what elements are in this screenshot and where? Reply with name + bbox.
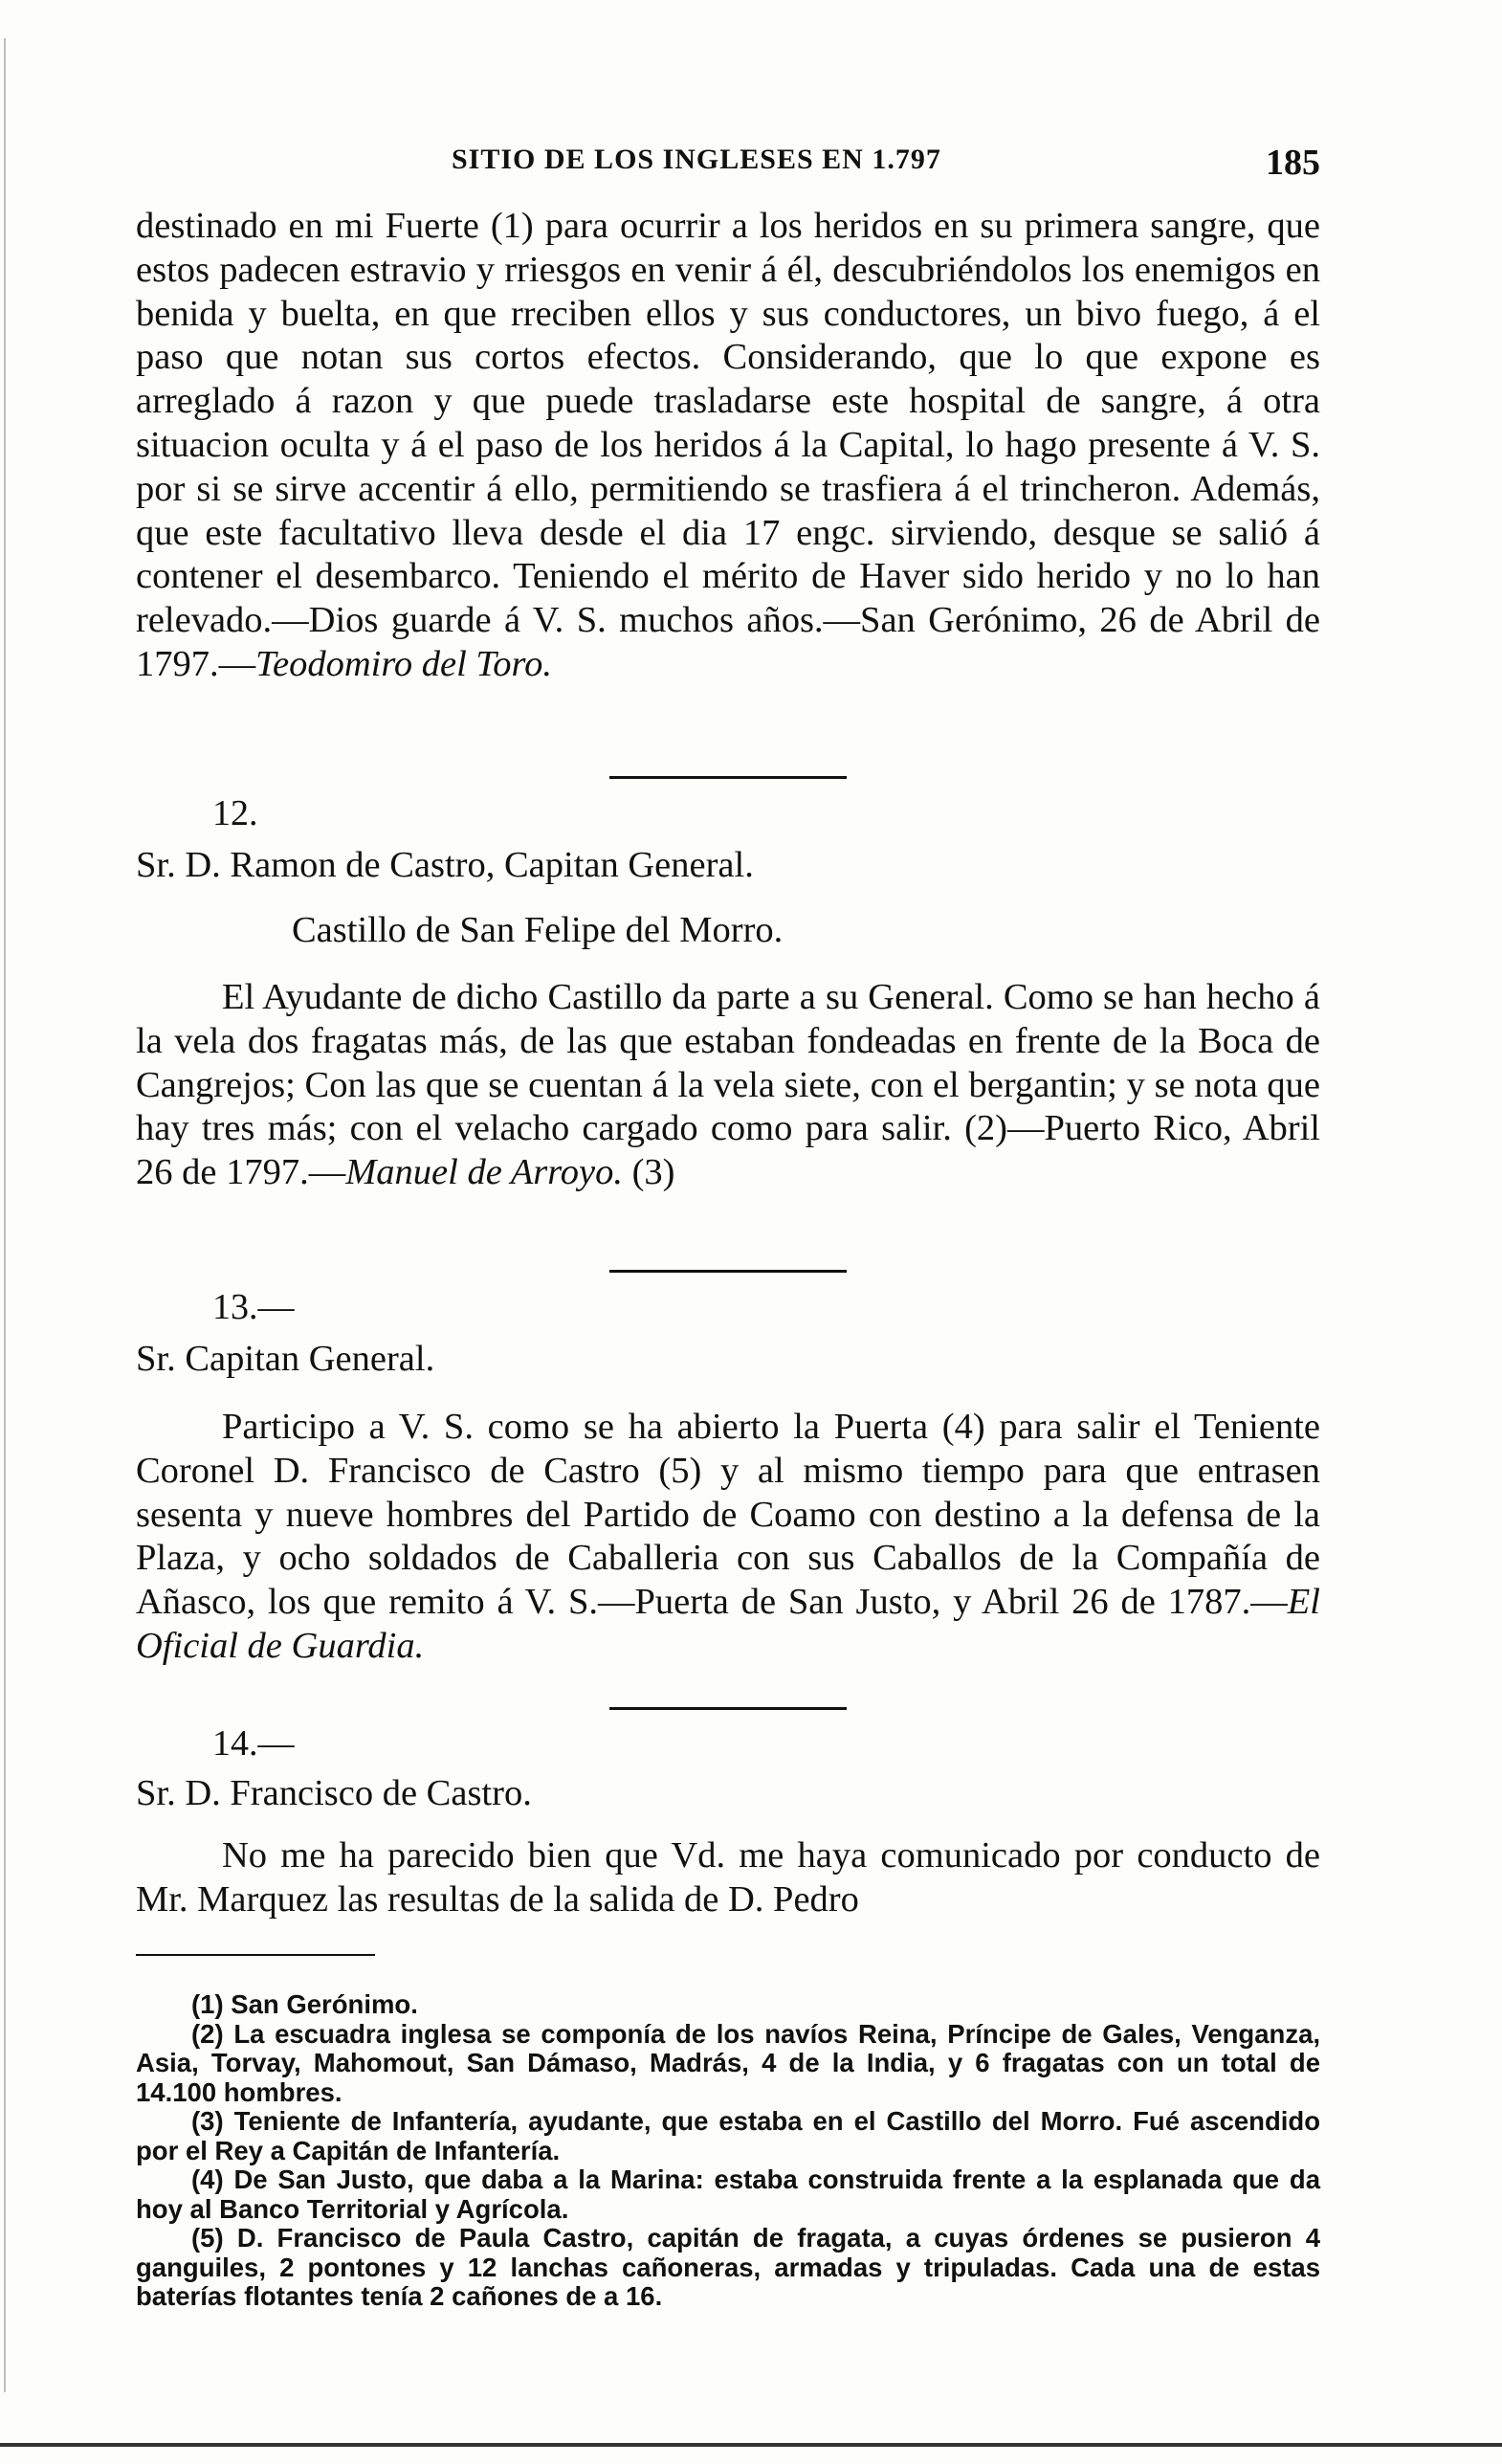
footnote-text: San Gerónimo. [231, 1989, 418, 2019]
footnote-mark: (4) [191, 2164, 224, 2194]
document-number: 13.— [212, 1287, 295, 1327]
section-divider [609, 1270, 847, 1273]
letter-text: Participo a V. S. como se ha abierto la Puerta (4) para salir el Teniente Coronel D. Francisco de Castro (5) y al mismo tiempo para que entrasen sesenta y nueve hombres del Partido de Coamo con destino a la defensa de la Plaza, y ocho soldados de Caballeria con sus Caballos de la Compañía de Añasco, los que remito á V. S.—Puerta de San Justo, y Abril 26 de 1787.— [136, 1407, 1320, 1623]
addressee: Sr. D. Ramon de Castro, Capitan General. [136, 845, 754, 885]
footnote-text: De San Justo, que daba a la Marina: estaba construida frente a la esplanada que da hoy al Banco Territorial y Agrícola. [136, 2164, 1321, 2224]
section-divider [609, 776, 847, 779]
letter-12-body [136, 976, 1320, 1195]
letter-13-body [136, 1406, 1320, 1669]
place-heading: Castillo de San Felipe del Morro. [292, 910, 784, 950]
page-bottom-edge [0, 2443, 1502, 2447]
letter-paragraph [136, 1406, 1320, 1669]
letter-text: El Ayudante de dicho Castillo da parte a su General. Como se han hecho á la vela dos fragatas más, de las que estaban fondeadas en frente de la Boca de Cangrejos; Con las que se cuentan á la vela siete, con el bergantin; y se nota que hay tres más; con el velacho cargado como para salir. (2)—Puerto Rico, Abril 26 de 1797.— [136, 977, 1320, 1193]
footnote [136, 2165, 1320, 2224]
footnote-separator [136, 1954, 375, 1956]
signature: El Oficial de Guardia. [136, 1582, 1320, 1666]
footnote-text: La escuadra inglesa se componía de los navíos Reina, Príncipe de Gales, Venganza, Asia, Torvay, Mahomout, San Dámaso, Madrás, 4 de la India, y 6 fragatas con un total de 14.100 hombres. [136, 2018, 1321, 2107]
document-number: 12. [212, 793, 258, 833]
footnote-text: D. Francisco de Paula Castro, capitán de fragata, a cuyas órdenes se pusieron 4 ganguiles, 2 pontones y 12 lanchas cañoneras, armadas y tripuladas. Cada una de estas baterías flotantes tenía 2 cañones de a 16. [136, 2223, 1320, 2311]
document-number: 14.— [212, 1723, 295, 1764]
footnote [136, 2107, 1320, 2165]
signature: Teodomiro del Toro. [255, 643, 552, 684]
page-header [136, 142, 1320, 189]
letter-text: No me ha parecido bien que Vd. me haya comunicado por conducto de Mr. Marquez las resultas de la salida de D. Pedro [136, 1835, 1320, 1920]
footnote-text: Teniente de Infantería, ayudante, que estaba en el Castillo del Morro. Fué ascendido por el Rey a Capitán de Infantería. [136, 2106, 1321, 2165]
footnote [136, 2224, 1320, 2312]
letter-11-body [136, 205, 1320, 687]
footnotes [136, 1990, 1320, 2312]
signature: Manuel de Arroyo. [345, 1152, 623, 1193]
footnote [136, 2020, 1320, 2108]
letter-paragraph [136, 205, 1320, 687]
running-head: SITIO DE LOS INGLESES EN 1.797 [452, 144, 941, 175]
addressee: Sr. Capitan General. [136, 1339, 435, 1379]
letter-text: destinado en mi Fuerte (1) para ocurrir a los heridos en su primera sangre, que estos padecen estravio y rriesgos en venir á él, descubriéndolos los enemigos en benida y buelta, en que rreciben ellos y sus conductores, un bivo fuego, á el paso que notan sus cortos efectos. Considerando, que lo que expone es arreglado á razon y que puede trasladarse este hospital de sangre, á otra situacion oculta y á el paso de los heridos á la Capital, lo hago presente á V. S. por si se sirve accentir á ello, permitiendo se trasfiera á el trincheron. Además, que este facultativo lleva desde el dia 17 engc. sirviendo, desque se salió á contener el desembarco. Teniendo el mérito de Haver sido herido y no lo han relevado.—Dios guarde á V. S. muchos años.—San Gerónimo, 26 de Abril de 1797.— [136, 206, 1320, 684]
page-edge-shadow [4, 38, 6, 2392]
addressee: Sr. D. Francisco de Castro. [136, 1773, 532, 1813]
footnote-ref: (3) [622, 1152, 675, 1193]
footnote-mark: (3) [191, 2106, 224, 2136]
section-divider [609, 1707, 847, 1710]
letter-14-body [136, 1834, 1320, 1922]
footnote-mark: (2) [191, 2018, 224, 2049]
letter-paragraph [136, 976, 1320, 1195]
footnote-mark: (1) [191, 1989, 224, 2019]
footnote [136, 1990, 1320, 2020]
letter-paragraph [136, 1834, 1320, 1922]
page-number: 185 [1266, 143, 1320, 183]
footnote-mark: (5) [191, 2223, 224, 2253]
